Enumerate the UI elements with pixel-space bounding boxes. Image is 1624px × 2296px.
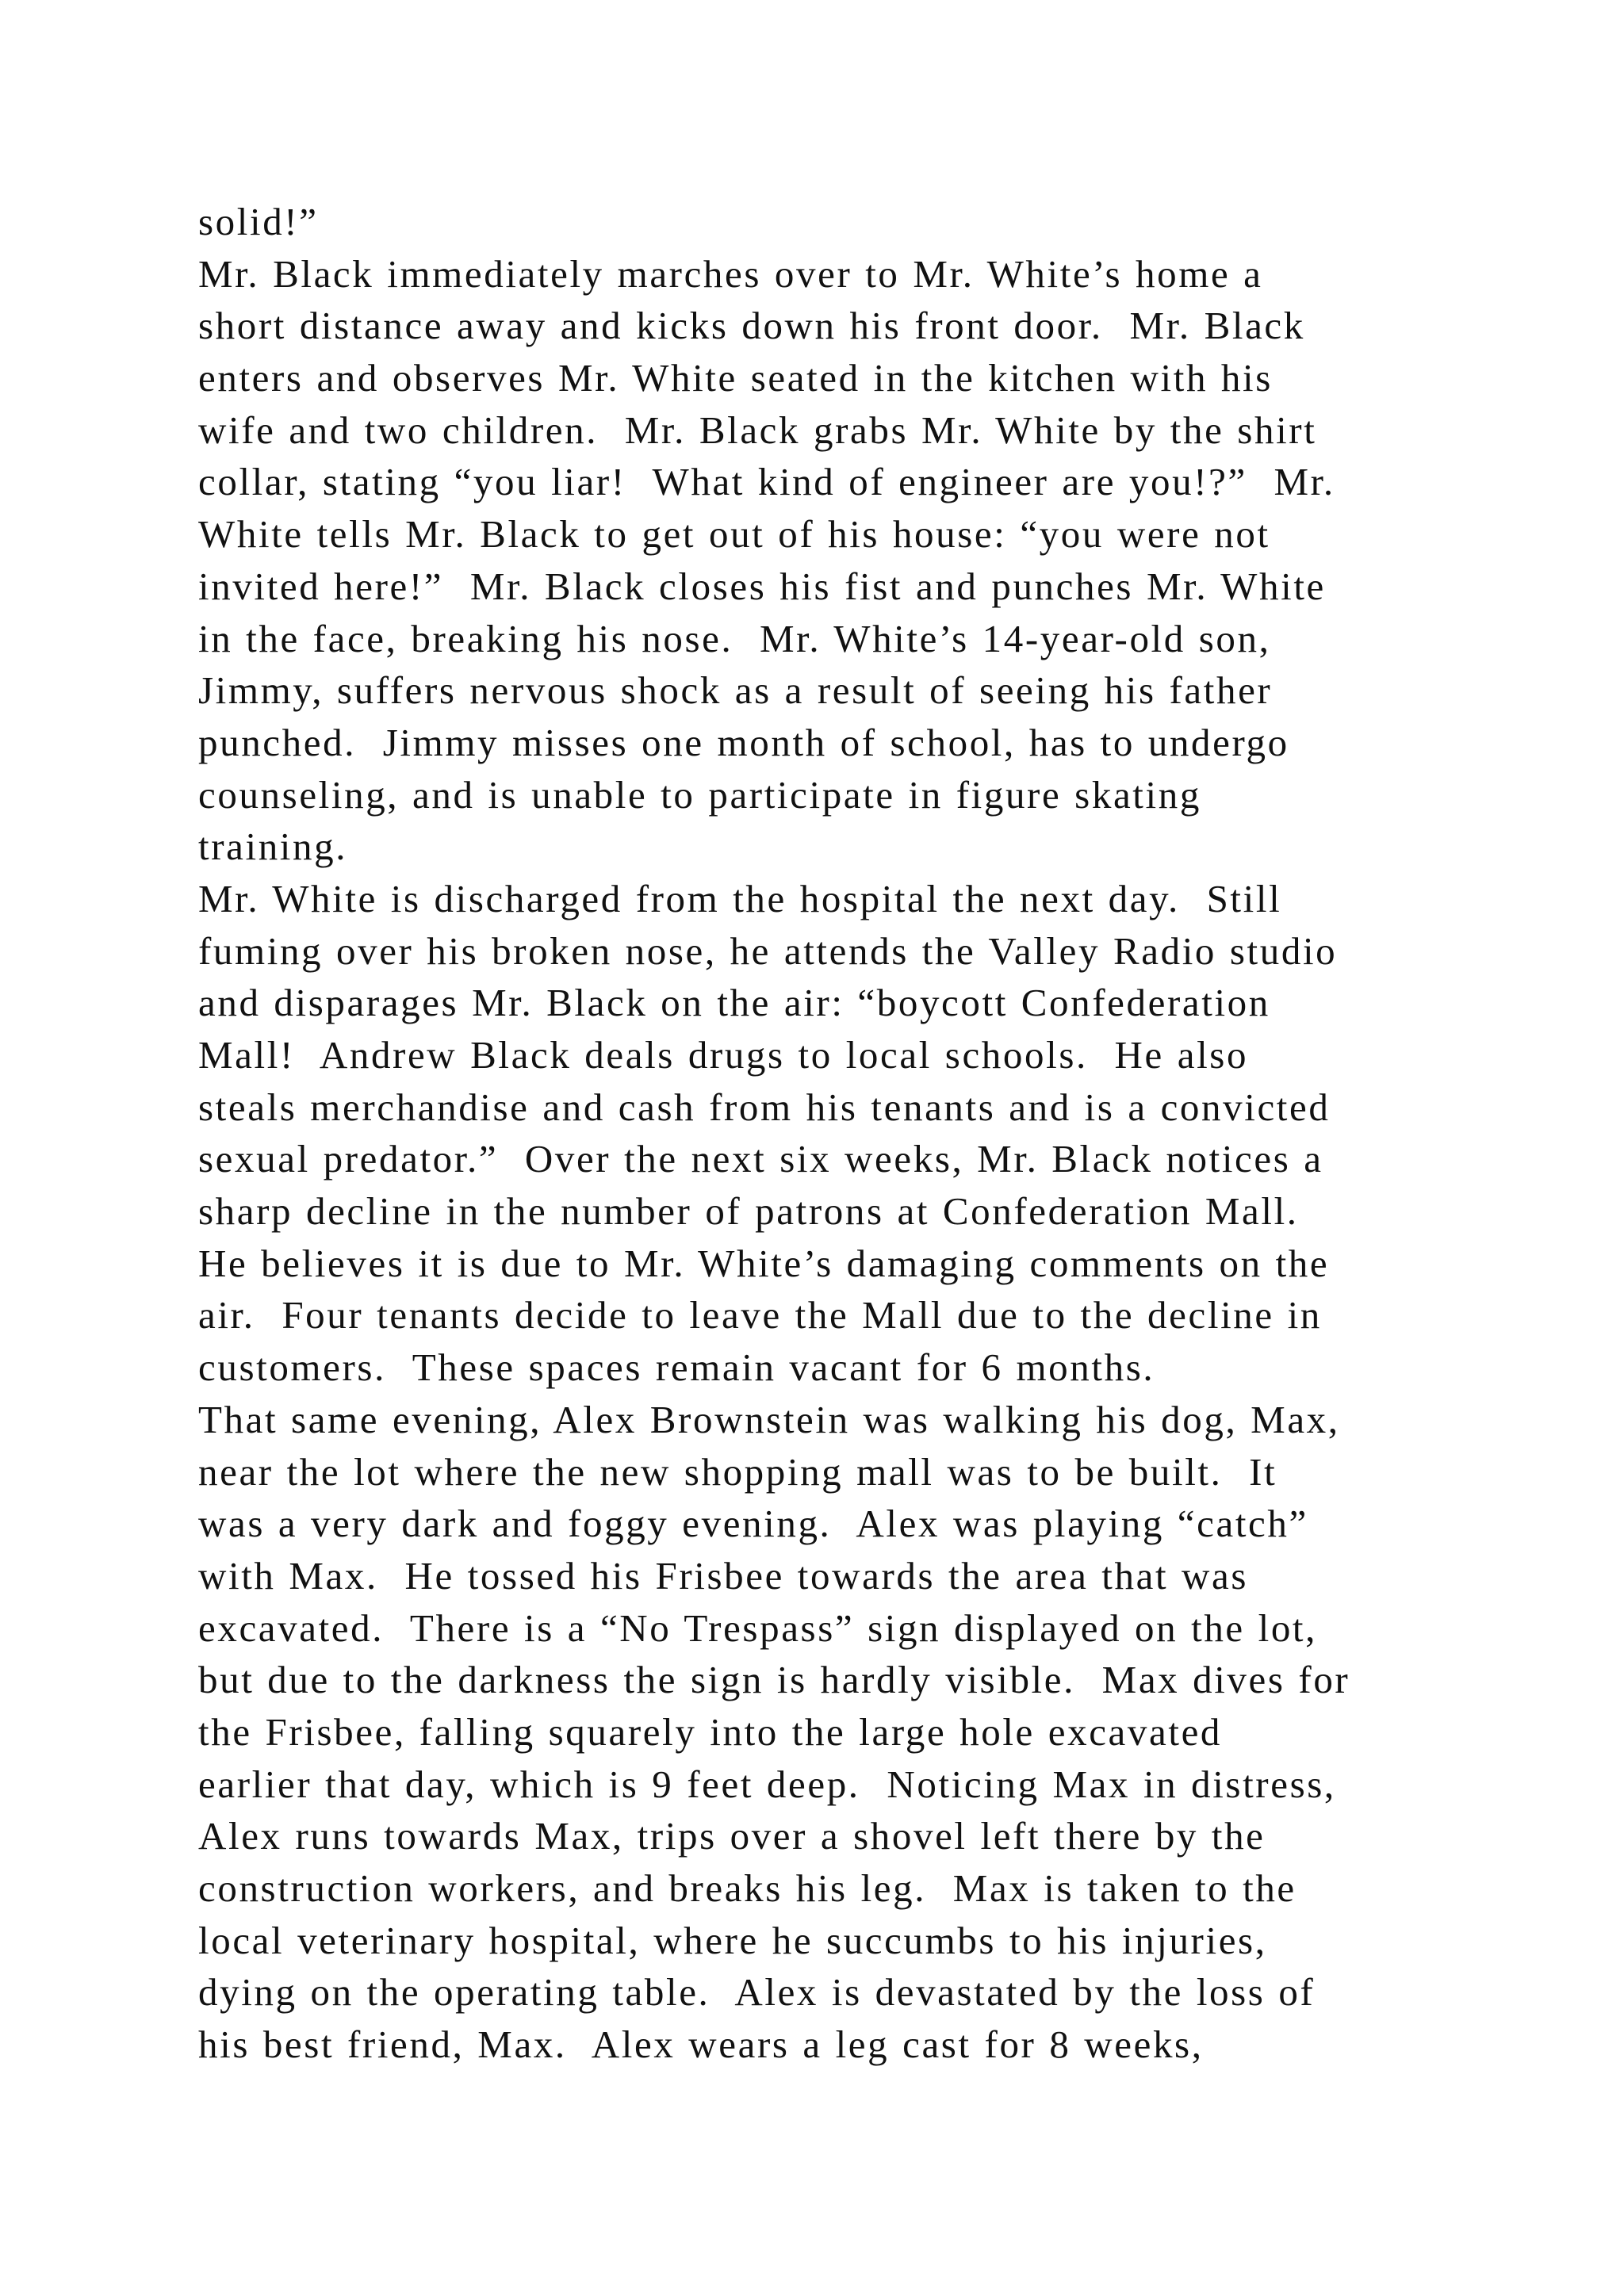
text-line: but due to the darkness the sign is hardly visible. Max dives for (198, 1658, 1350, 1702)
text-line: air. Four tenants decide to leave the Mall due to the decline in (198, 1293, 1322, 1337)
text-line: sexual predator.” Over the next six weeks, Mr. Black notices a (198, 1137, 1323, 1181)
text-line: Alex runs towards Max, trips over a shovel left there by the (198, 1814, 1266, 1858)
text-line: collar, stating “you liar! What kind of engineer are you!?” Mr. (198, 460, 1335, 504)
text-line: Mr. Black immediately marches over to Mr. White’s home a (198, 251, 1263, 296)
text-line: White tells Mr. Black to get out of his house: “you were not (198, 512, 1270, 557)
text-line: steals merchandise and cash from his tenants and is a convicted (198, 1085, 1331, 1129)
text-line: excavated. There is a “No Trespass” sign displayed on the lot, (198, 1605, 1317, 1650)
body-text (198, 196, 1610, 2071)
text-line: dying on the operating table. Alex is devastated by the loss of (198, 1970, 1316, 2015)
text-line: counseling, and is unable to participate in figure skating (198, 772, 1201, 817)
text-line: short distance away and kicks down his front door. Mr. Black (198, 304, 1305, 348)
text-line: Jimmy, suffers nervous shock as a result of seeing his father (198, 668, 1273, 713)
text-line: local veterinary hospital, where he succumbs to his injuries, (198, 1918, 1267, 1962)
text-line: near the lot where the new shopping mall was to be built. It (198, 1449, 1277, 1494)
text-line: enters and observes Mr. White seated in the kitchen with his (198, 356, 1273, 400)
text-line: was a very dark and foggy evening. Alex was playing “catch” (198, 1502, 1308, 1546)
text-line: fuming over his broken nose, he attends the Valley Radio studio (198, 928, 1338, 973)
text-line: punched. Jimmy misses one month of school, has to undergo (198, 720, 1289, 764)
text-line: Mall! Andrew Black deals drugs to local schools. He also (198, 1033, 1249, 1077)
text-line: invited here!” Mr. Black closes his fist and punches Mr. White (198, 564, 1326, 608)
text-line: earlier that day, which is 9 feet deep. Noticing Max in distress, (198, 1762, 1336, 1806)
text-line: with Max. He tossed his Frisbee towards the area that was (198, 1553, 1249, 1598)
text-line: his best friend, Max. Alex wears a leg cast for 8 weeks, (198, 2022, 1204, 2067)
text-line: in the face, breaking his nose. Mr. White’s 14-year-old son, (198, 616, 1271, 660)
text-line: That same evening, Alex Brownstein was walking his dog, Max, (198, 1397, 1340, 1441)
text-line: the Frisbee, falling squarely into the large hole excavated (198, 1709, 1223, 1754)
text-line: Mr. White is discharged from the hospital the next day. Still (198, 876, 1282, 920)
text-line: He believes it is due to Mr. White’s damaging comments on the (198, 1241, 1330, 1285)
text-line: training. (198, 825, 348, 869)
text-line: solid!” (198, 200, 319, 243)
text-line: wife and two children. Mr. Black grabs Mr. White by the shirt (198, 408, 1317, 452)
text-line: and disparages Mr. Black on the air: “boycott Confederation (198, 981, 1270, 1025)
text-line: construction workers, and breaks his leg. Max is taken to the (198, 1866, 1297, 1910)
text-line: customers. These spaces remain vacant for 6 months. (198, 1345, 1155, 1390)
text-line: sharp decline in the number of patrons at Confederation Mall. (198, 1189, 1299, 1234)
